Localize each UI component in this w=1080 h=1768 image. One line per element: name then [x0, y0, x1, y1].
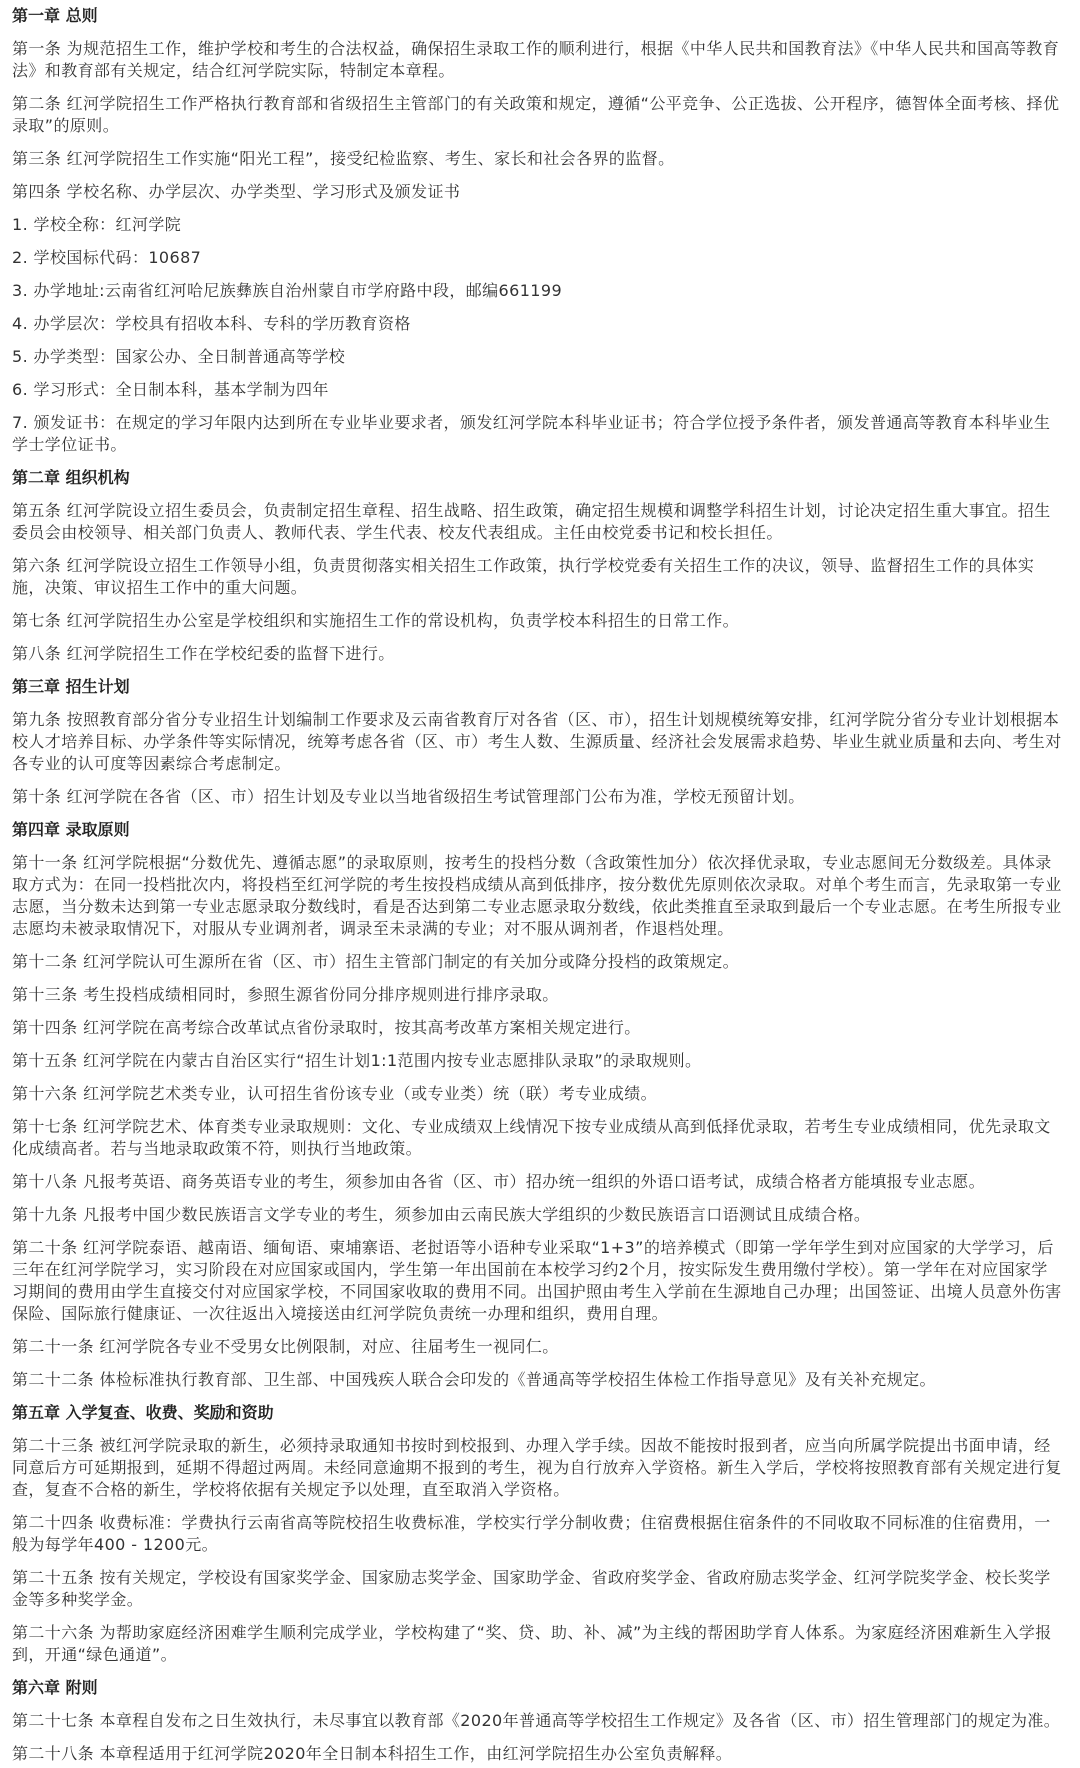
article-paragraph: 第一条 为规范招生工作，维护学校和考生的合法权益，确保招生录取工作的顺利进行，根据《中华人民共和国教育法》《中华人民共和国高等教育法》和教育部有关规定，结合红河学院实际，特制定本章程。	[12, 39, 1060, 80]
article-paragraph: 1. 学校全称：红河学院	[12, 215, 182, 234]
article-paragraph: 第二十二条 体检标准执行教育部、卫生部、中国残疾人联合会印发的《普通高等学校招生体检工作指导意见》及有关补充规定。	[12, 1370, 936, 1389]
article-paragraph: 第二十四条 收费标准：学费执行云南省高等院校招生收费标准，学校实行学分制收费；住宿费根据住宿条件的不同收取不同标准的住宿费用，一般为每学年400 - 1200元。	[12, 1513, 1051, 1554]
article-paragraph: 4. 办学层次：学校具有招收本科、专科的学历教育资格	[12, 314, 411, 333]
article-paragraph: 第二条 红河学院招生工作严格执行教育部和省级招生主管部门的有关政策和规定，遵循“公平竞争、公正选拔、公开程序，德智体全面考核、择优录取”的原则。	[12, 94, 1060, 135]
article-paragraph: 第十五条 红河学院在内蒙古自治区实行“招生计划1:1范围内按专业志愿排队录取”的录取规则。	[12, 1051, 702, 1070]
article-paragraph: 第十七条 红河学院艺术、体育类专业录取规则：文化、专业成绩双上线情况下按专业成绩从高到低择优录取，若考生专业成绩相同，优先录取文化成绩高者。若与当地录取政策不符，则执行当地政策。	[12, 1117, 1051, 1158]
article-paragraph: 5. 办学类型：国家公办、全日制普通高等学校	[12, 347, 346, 366]
article-paragraph: 第十一条 红河学院根据“分数优先、遵循志愿”的录取原则，按考生的投档分数（含政策性加分）依次择优录取，专业志愿间无分数级差。具体录取方式为：在同一投档批次内，将投档至红河学院的考生按投档成绩从高到低排序，按分数优先原则依次录取。对单个考生而言，先录取第一专业志愿，当分数未达到第一专业志愿录取分数线时，看是否达到第二专业志愿录取分数线，依此类推直至录取到最后一个专业志愿。在考生所报专业志愿均未被录取情况下，对服从专业调剂者，调录至未录满的专业；对不服从调剂者，作退档处理。	[12, 853, 1062, 938]
article-paragraph: 第六条 红河学院设立招生工作领导小组，负责贯彻落实相关招生工作政策，执行学校党委有关招生工作的决议，领导、监督招生工作的具体实施，决策、审议招生工作中的重大问题。	[12, 556, 1035, 597]
article-paragraph: 第五条 红河学院设立招生委员会，负责制定招生章程、招生战略、招生政策，确定招生规模和调整学科招生计划，讨论决定招生重大事宜。招生委员会由校领导、相关部门负责人、教师代表、学生代表、校友代表组成。主任由校党委书记和校长担任。	[12, 501, 1051, 542]
article-paragraph: 第二十六条 为帮助家庭经济困难学生顺利完成学业，学校构建了“奖、贷、助、补、减”为主线的帮困助学育人体系。为家庭经济困难新生入学报到，开通“绿色通道”。	[12, 1623, 1052, 1664]
article-paragraph: 第十八条 凡报考英语、商务英语专业的考生，须参加由各省（区、市）招办统一组织的外语口语考试，成绩合格者方能填报专业志愿。	[12, 1172, 986, 1191]
article-paragraph: 第十四条 红河学院在高考综合改革试点省份录取时，按其高考改革方案相关规定进行。	[12, 1018, 641, 1037]
article-paragraph: 第二十八条 本章程适用于红河学院2020年全日制本科招生工作，由红河学院招生办公室负责解释。	[12, 1744, 733, 1763]
article-paragraph: 第四条 学校名称、办学层次、办学类型、学习形式及颁发证书	[12, 182, 461, 201]
article-paragraph: 第七条 红河学院招生办公室是学校组织和实施招生工作的常设机构，负责学校本科招生的日常工作。	[12, 611, 740, 630]
article-paragraph: 第二十七条 本章程自发布之日生效执行，未尽事宜以教育部《2020年普通高等学校招生工作规定》及各省（区、市）招生管理部门的规定为准。	[12, 1711, 1061, 1730]
article-paragraph: 6. 学习形式：全日制本科，基本学制为四年	[12, 380, 329, 399]
article-paragraph: 3. 办学地址:云南省红河哈尼族彝族自治州蒙自市学府路中段，邮编661199	[12, 281, 563, 300]
article-paragraph: 第二十条 红河学院泰语、越南语、缅甸语、柬埔寨语、老挝语等小语种专业采取“1+3”的培养模式（即第一学年学生到对应国家的大学学习，后三年在红河学院学习，实习阶段在对应国家或国内，学生第一年出国前在本校学习约2个月，按实际发生费用缴付学校）。第一学年在对应国家学习期间的费用由学生直接交付对应国家学校，不同国家收取的费用不同。出国护照由考生入学前在生源地自己办理；出国签证、出境人员意外伤害保险、国际旅行健康证、一次往返出入境接送由红河学院负责统一办理和组织，费用自理。	[12, 1238, 1062, 1323]
chapter-heading: 第五章 入学复查、收费、奖励和资助	[12, 1403, 274, 1422]
chapter-heading: 第二章 组织机构	[12, 468, 130, 487]
chapter-heading: 第六章 附则	[12, 1678, 98, 1697]
article-paragraph: 第十六条 红河学院艺术类专业，认可招生省份该专业（或专业类）统（联）考专业成绩。	[12, 1084, 658, 1103]
article-paragraph: 第二十一条 红河学院各专业不受男女比例限制，对应、往届考生一视同仁。	[12, 1337, 559, 1356]
article-paragraph: 第二十三条 被红河学院录取的新生，必须持录取通知书按时到校报到、办理入学手续。因故不能按时报到者，应当向所属学院提出书面申请，经同意后方可延期报到，延期不得超过两周。未经同意逾期不报到的考生，视为自行放弃入学资格。新生入学后，学校将按照教育部有关规定进行复查，复查不合格的新生，学校将依据有关规定予以处理，直至取消入学资格。	[12, 1436, 1062, 1499]
article-paragraph: 第八条 红河学院招生工作在学校纪委的监督下进行。	[12, 644, 395, 663]
article-paragraph: 第十三条 考生投档成绩相同时，参照生源省份同分排序规则进行排序录取。	[12, 985, 559, 1004]
article-paragraph: 第九条 按照教育部分省分专业招生计划编制工作要求及云南省教育厅对各省（区、市），招生计划规模统筹安排，红河学院分省分专业计划根据本校人才培养目标、办学条件等实际情况，统筹考虑各省（区、市）考生人数、生源质量、经济社会发展需求趋势、毕业生就业质量和去向、考生对各专业的认可度等因素综合考虑制定。	[12, 710, 1062, 773]
chapter-heading: 第一章 总则	[12, 6, 98, 25]
article-paragraph: 2. 学校国标代码：10687	[12, 248, 202, 267]
chapter-heading: 第三章 招生计划	[12, 677, 130, 696]
article-paragraph: 7. 颁发证书：在规定的学习年限内达到所在专业毕业要求者，颁发红河学院本科毕业证书；符合学位授予条件者，颁发普通高等教育本科毕业生学士学位证书。	[12, 413, 1051, 454]
article-paragraph: 第十条 红河学院在各省（区、市）招生计划及专业以当地省级招生考试管理部门公布为准，学校无预留计划。	[12, 787, 805, 806]
article-paragraph: 第二十五条 按有关规定，学校设有国家奖学金、国家励志奖学金、国家助学金、省政府奖学金、省政府励志奖学金、红河学院奖学金、校长奖学金等多种奖学金。	[12, 1568, 1051, 1609]
chapter-heading: 第四章 录取原则	[12, 820, 130, 839]
article-paragraph: 第三条 红河学院招生工作实施“阳光工程”，接受纪检监察、考生、家长和社会各界的监督。	[12, 149, 675, 168]
article-paragraph: 第十九条 凡报考中国少数民族语言文学专业的考生，须参加由云南民族大学组织的少数民族语言口语测试且成绩合格。	[12, 1205, 871, 1224]
article-paragraph: 第十二条 红河学院认可生源所在省（区、市）招生主管部门制定的有关加分或降分投档的政策规定。	[12, 952, 740, 971]
